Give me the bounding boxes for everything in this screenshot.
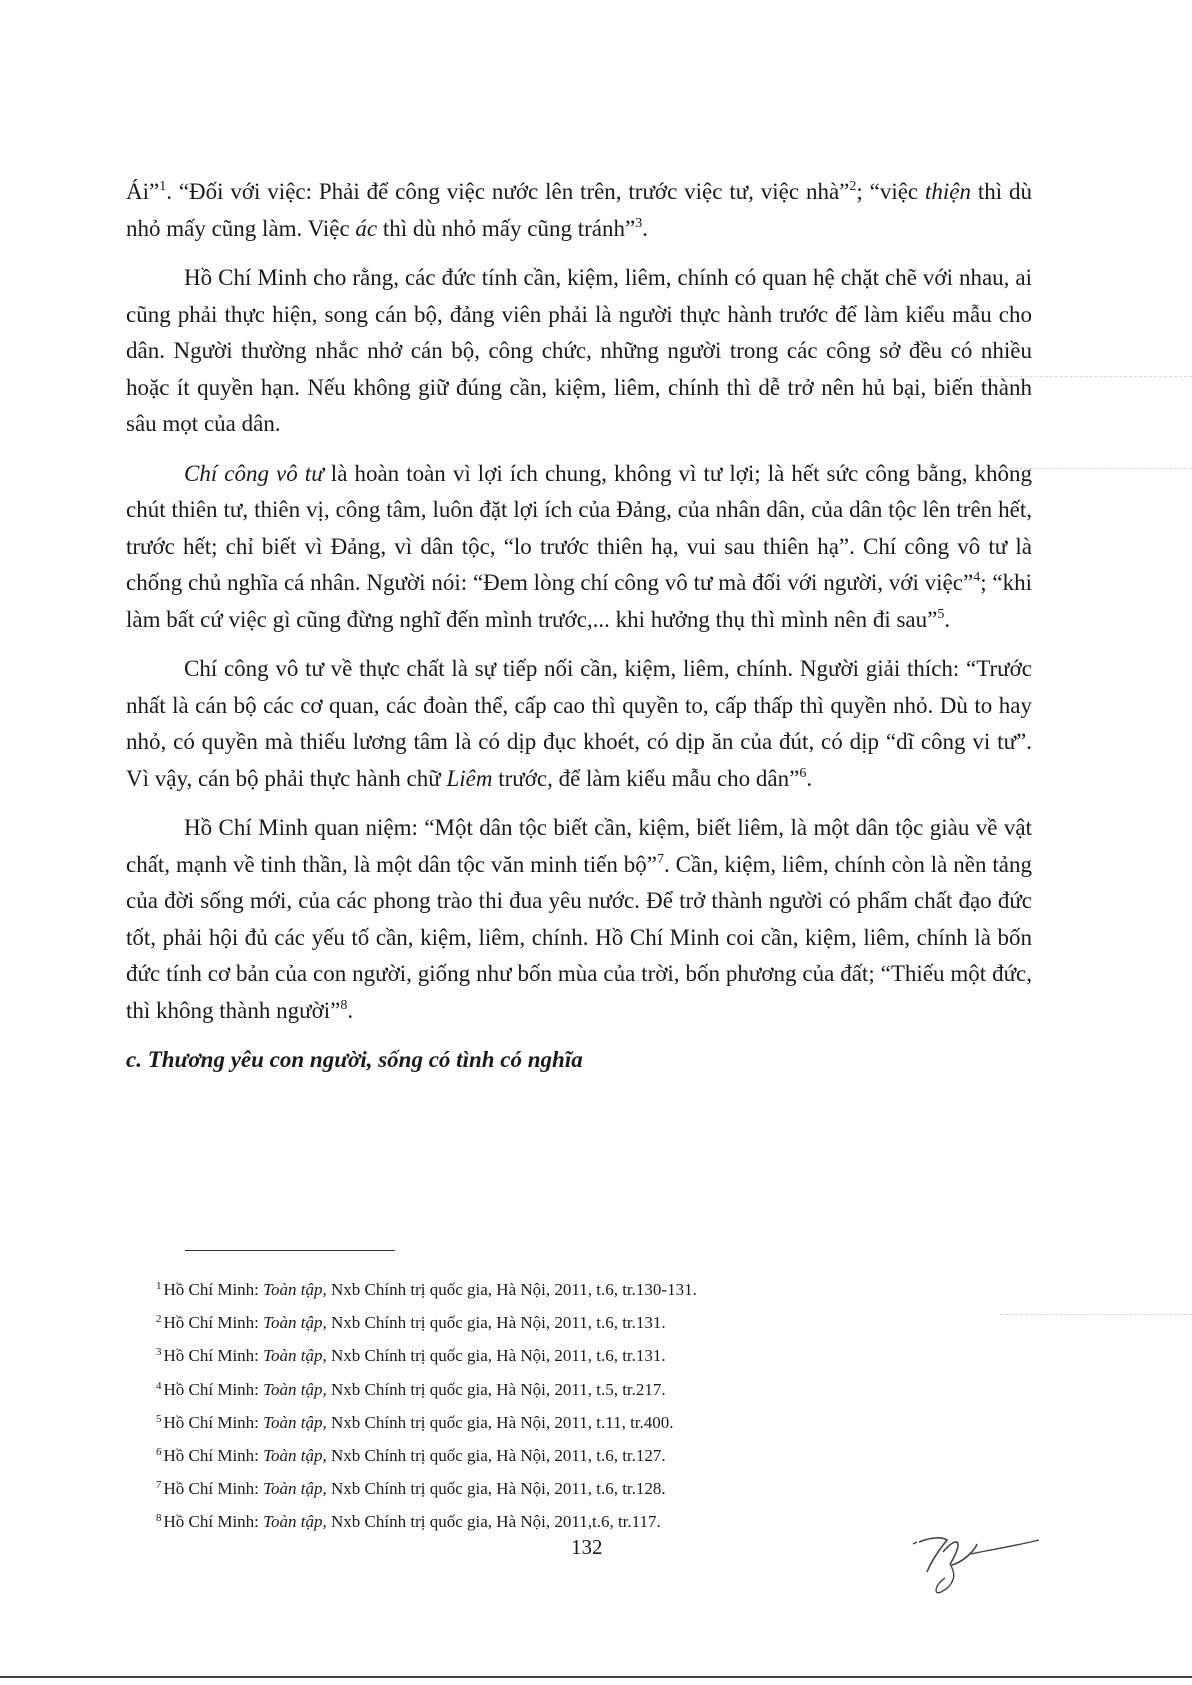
italic-text: Liêm <box>446 765 493 791</box>
footnote-author: Hồ Chí Minh: <box>163 1412 264 1432</box>
paragraph-5 <box>126 810 1032 1029</box>
scan-bottom-border <box>0 1676 1192 1678</box>
italic-text: Chí công vô tư <box>184 460 324 486</box>
footnote-number: 7 <box>156 1479 162 1492</box>
footnote-item <box>156 1306 1016 1339</box>
footnote-item <box>156 1373 1016 1406</box>
italic-text: ác <box>355 215 378 241</box>
page-number: 132 <box>571 1535 603 1559</box>
section-subheading: c. Thương yêu con người, sống có tình có nghĩa <box>126 1047 583 1072</box>
italic-text: thiện <box>925 179 971 204</box>
text-span: Hồ Chí Minh cho rằng, các đức tính cần, kiệm, liêm, chính có quan hệ chặt chẽ với nhau, ai cũng phải thực hiện, song cán bộ, đảng viên phải là người thực hành trước để làm kiểu mẫu cho dân. Người thường nhắc nhở cán bộ, công chức, những người trong các công sở đều có nhiều hoặc ít quyền hạn. Nếu không giữ đúng cần, kiệm, liêm, chính thì dễ trở nên hủ bại, biến thành sâu mọt của dân. <box>126 265 1032 436</box>
footnote-author: Hồ Chí Minh: <box>163 1313 264 1333</box>
footnote-ref: 1 <box>159 179 167 194</box>
body-text <box>126 174 1032 1092</box>
footnote-source: Nxb Chính trị quốc gia, Hà Nội, 2011, t.5, tr.217. <box>326 1379 666 1399</box>
footnote-title: Toàn tập, <box>263 1412 327 1432</box>
footnote-number: 5 <box>156 1412 162 1425</box>
footnote-item <box>156 1339 1016 1372</box>
footnote-source: Nxb Chính trị quốc gia, Hà Nội, 2011, t.6, tr.127. <box>326 1446 666 1466</box>
paragraph-1 <box>126 174 1032 247</box>
footnote-divider <box>185 1250 395 1251</box>
footnote-item <box>156 1439 1016 1472</box>
footnote-author: Hồ Chí Minh: <box>163 1346 264 1366</box>
footnote-title: Toàn tập, <box>263 1280 327 1299</box>
footnote-title: Toàn tập, <box>263 1313 327 1333</box>
text-span: trước, để làm kiểu mẫu cho dân” <box>492 765 800 791</box>
footnote-author: Hồ Chí Minh: <box>163 1512 264 1532</box>
footnotes <box>156 1273 1016 1539</box>
text-span: ; “khi làm bất cứ việc gì cũng đừng nghĩ đến mình trước,... khi hưởng thụ thì mình nên đi sau” <box>126 570 1032 632</box>
footnote-source: Nxb Chính trị quốc gia, Hà Nội, 2011,t.6, tr.117. <box>326 1512 661 1532</box>
footnote-number: 4 <box>156 1379 162 1392</box>
paragraph-4 <box>126 651 1032 797</box>
scan-artifact-line <box>1000 1314 1192 1315</box>
footnote-item <box>156 1472 1016 1505</box>
text-span: . <box>806 765 813 791</box>
footnote-item <box>156 1406 1016 1439</box>
text-span: thì dù nhỏ mấy cũng làm. Việc <box>126 179 1032 241</box>
text-span: Ái” <box>126 179 160 204</box>
text-span: . Cần, kiệm, liêm, chính còn là nền tảng của đời sống mới, của các phong trào thi đua yêu nước. Để trở thành người có phẩm chất đạo đức tốt, phải hội đủ các yếu tố cần, kiệm, liêm, chính. Hồ Chí Minh coi cần, kiệm, liêm, chính là bốn đức tính cơ bản của con người, giống như bốn mùa của trời, bốn phương của đất; “Thiếu một đức, thì không thành người” <box>126 851 1032 1023</box>
footnote-number: 1 <box>156 1280 162 1292</box>
footnote-ref: 4 <box>973 570 981 585</box>
text-span: . <box>642 215 648 241</box>
footnote-source: Nxb Chính trị quốc gia, Hà Nội, 2011, t.6, tr.131. <box>326 1346 666 1366</box>
footnote-title: Toàn tập, <box>263 1479 327 1499</box>
text-span: . “Đối với việc: Phải để công việc nước lên trên, trước việc tư, việc nhà” <box>166 179 850 204</box>
footnote-title: Toàn tập, <box>263 1512 327 1532</box>
text-span: . <box>944 606 951 632</box>
text-span: Hồ Chí Minh quan niệm: “Một dân tộc biết cần, kiệm, biết liêm, là một dân tộc giàu về vật chất, mạnh về tinh thần, là một dân tộc văn minh tiến bộ” <box>126 815 1032 877</box>
footnote-ref: 3 <box>635 215 643 231</box>
footnote-ref: 7 <box>656 851 664 867</box>
footnote-title: Toàn tập, <box>263 1379 327 1399</box>
footnote-item <box>156 1505 1016 1538</box>
text-span: là hoàn toàn vì lợi ích chung, không vì tư lợi; là hết sức công bằng, không chút thiên tư, thiên vị, công tâm, luôn đặt lợi ích của Đảng, của nhân dân, của dân tộc lên trên hết, trước hết; chỉ biết vì Đảng, vì dân tộc, “lo trước thiên hạ, vui sau thiên hạ”. Chí công vô tư là chống chủ nghĩa cá nhân. Người nói: “Đem lòng chí công vô tư mà đối với người, với việc” <box>126 460 1032 595</box>
footnote-author: Hồ Chí Minh: <box>163 1446 264 1466</box>
footnote-ref: 6 <box>799 765 807 781</box>
footnote-author: Hồ Chí Minh: <box>163 1280 264 1299</box>
paragraph-3 <box>126 456 1032 639</box>
text-span: . <box>347 997 354 1023</box>
footnote-number: 2 <box>156 1313 162 1326</box>
footnote-item <box>156 1273 1016 1306</box>
footnote-source: Nxb Chính trị quốc gia, Hà Nội, 2011, t.11, tr.400. <box>326 1412 674 1432</box>
footnote-number: 6 <box>156 1446 162 1459</box>
text-span: ; “việc <box>856 179 925 204</box>
footnote-title: Toàn tập, <box>263 1446 327 1466</box>
footnote-number: 3 <box>156 1346 162 1359</box>
footnote-ref: 2 <box>849 179 857 194</box>
footnote-source: Nxb Chính trị quốc gia, Hà Nội, 2011, t.6, tr.130-131. <box>326 1280 697 1299</box>
footnote-author: Hồ Chí Minh: <box>163 1379 264 1399</box>
text-span: thì dù nhỏ mấy cũng tránh” <box>377 215 636 241</box>
footnote-ref: 8 <box>340 997 348 1013</box>
footnote-ref: 5 <box>937 606 945 622</box>
footnote-number: 8 <box>156 1512 162 1525</box>
footnote-author: Hồ Chí Minh: <box>163 1479 264 1499</box>
footnote-source: Nxb Chính trị quốc gia, Hà Nội, 2011, t.6, tr.131. <box>326 1313 666 1333</box>
text-span: Chí công vô tư về thực chất là sự tiếp nối cần, kiệm, liêm, chính. Người giải thích: “Trước nhất là cán bộ các cơ quan, các đoàn thể, cấp cao thì quyền to, cấp thấp thì quyền nhỏ. Dù to hay nhỏ, có quyền mà thiếu lương tâm là có dịp đục khoét, có dịp ăn của đút, có dịp “dĩ công vi tư”. Vì vậy, cán bộ phải thực hành chữ <box>126 656 1032 791</box>
paragraph-2 <box>126 260 1032 443</box>
handwritten-signature-icon <box>905 1520 1045 1605</box>
footnote-source: Nxb Chính trị quốc gia, Hà Nội, 2011, t.6, tr.128. <box>326 1479 666 1499</box>
footnote-title: Toàn tập, <box>263 1346 327 1366</box>
